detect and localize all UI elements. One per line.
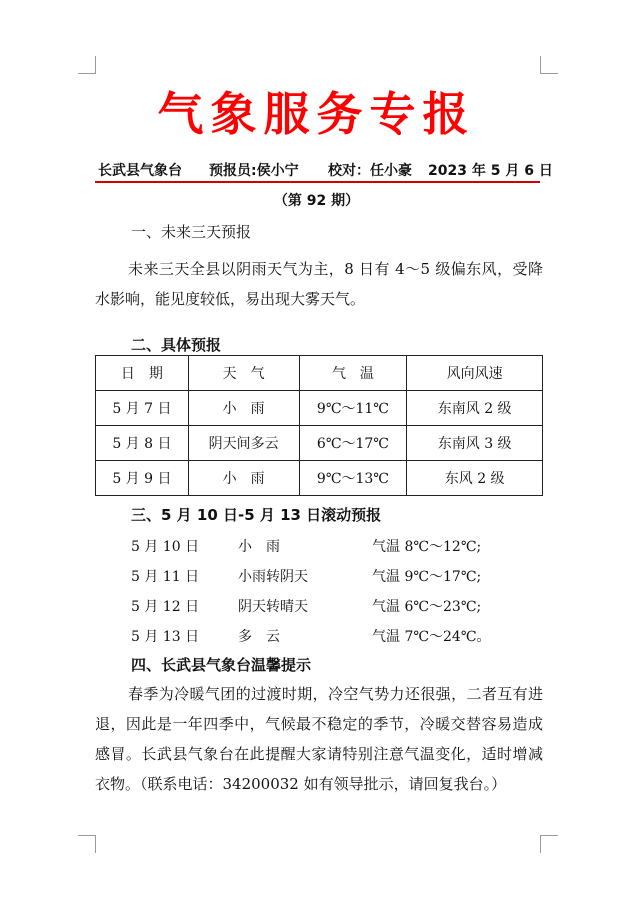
cell-weather: 小 雨 (188, 461, 299, 496)
rolling-weather: 小雨转阴天 (238, 569, 308, 585)
forecast-table (95, 355, 543, 496)
header-date: 2023 年 5 月 6 日 (428, 163, 553, 179)
header-reviewer: 校对：任小豪 (328, 163, 412, 179)
section1-heading: 一、未来三天预报 (131, 223, 252, 241)
table-row (96, 391, 543, 426)
crop-mark (95, 835, 96, 853)
cell-temp: 9℃～13℃ (299, 461, 407, 496)
section2-heading: 二、具体预报 (131, 336, 222, 354)
section1-text: 未来三天全县以阴雨天气为主，8 日有 4～5 级偏东风，受降水影响，能见度较低，易出现大雾天气。 (95, 260, 543, 308)
crop-mark (540, 73, 558, 74)
cell-wind: 东风 2 级 (407, 461, 543, 496)
cell-wind: 东南风 3 级 (407, 426, 543, 461)
rolling-weather: 阴天转晴天 (238, 599, 308, 615)
cell-temp: 9℃～11℃ (299, 391, 407, 426)
crop-mark (540, 56, 541, 74)
page-title: 气象服务专报 (157, 87, 476, 141)
cell-temp: 6℃～17℃ (299, 426, 407, 461)
cell-weather: 阴天间多云 (188, 426, 299, 461)
col-weather: 天 气 (188, 356, 299, 391)
cell-wind: 东南风 2 级 (407, 391, 543, 426)
issue-number: （第 92 期） (273, 193, 360, 209)
rolling-temp: 气温 8℃～12℃; (372, 539, 482, 555)
crop-mark (540, 835, 541, 853)
col-date: 日 期 (96, 356, 189, 391)
crop-mark (95, 56, 96, 74)
rolling-temp: 气温 7℃～24℃。 (372, 629, 491, 645)
cell-weather: 小 雨 (188, 391, 299, 426)
table-row (96, 426, 543, 461)
rolling-date: 5 月 13 日 (131, 629, 200, 645)
cell-date: 5 月 8 日 (96, 426, 189, 461)
header-forecaster: 预报员:侯小宁 (209, 163, 299, 179)
cell-date: 5 月 9 日 (96, 461, 189, 496)
rolling-weather: 多 云 (238, 629, 280, 645)
rolling-date: 5 月 11 日 (131, 569, 200, 585)
section3-heading: 三、5 月 10 日-5 月 13 日滚动预报 (131, 506, 382, 524)
col-wind: 风向风速 (407, 356, 543, 391)
rolling-temp: 气温 6℃～23℃; (372, 599, 482, 615)
table-row (96, 461, 543, 496)
rolling-date: 5 月 12 日 (131, 599, 200, 615)
crop-mark (78, 73, 96, 74)
cell-date: 5 月 7 日 (96, 391, 189, 426)
section4-heading: 四、长武县气象台温馨提示 (131, 656, 312, 674)
header-org: 长武县气象台 (98, 163, 182, 179)
crop-mark (540, 835, 558, 836)
col-temp: 气 温 (299, 356, 407, 391)
rolling-weather: 小 雨 (238, 539, 280, 555)
table-header-row (96, 356, 543, 391)
rolling-date: 5 月 10 日 (131, 539, 200, 555)
header-rule (95, 181, 540, 183)
rolling-temp: 气温 9℃～17℃; (372, 569, 482, 585)
crop-mark (78, 835, 96, 836)
section4-text: 春季为冷暖气团的过渡时期，冷空气势力还很强，二者互有进退，因此是一年四季中，气候最不稳定的季节，冷暖交替容易造成感冒。长武县气象台在此提醒大家请特别注意气温变化，适时增减衣物。（联系电话：34200032 如有领导批示，请回复我台。） (95, 685, 543, 793)
